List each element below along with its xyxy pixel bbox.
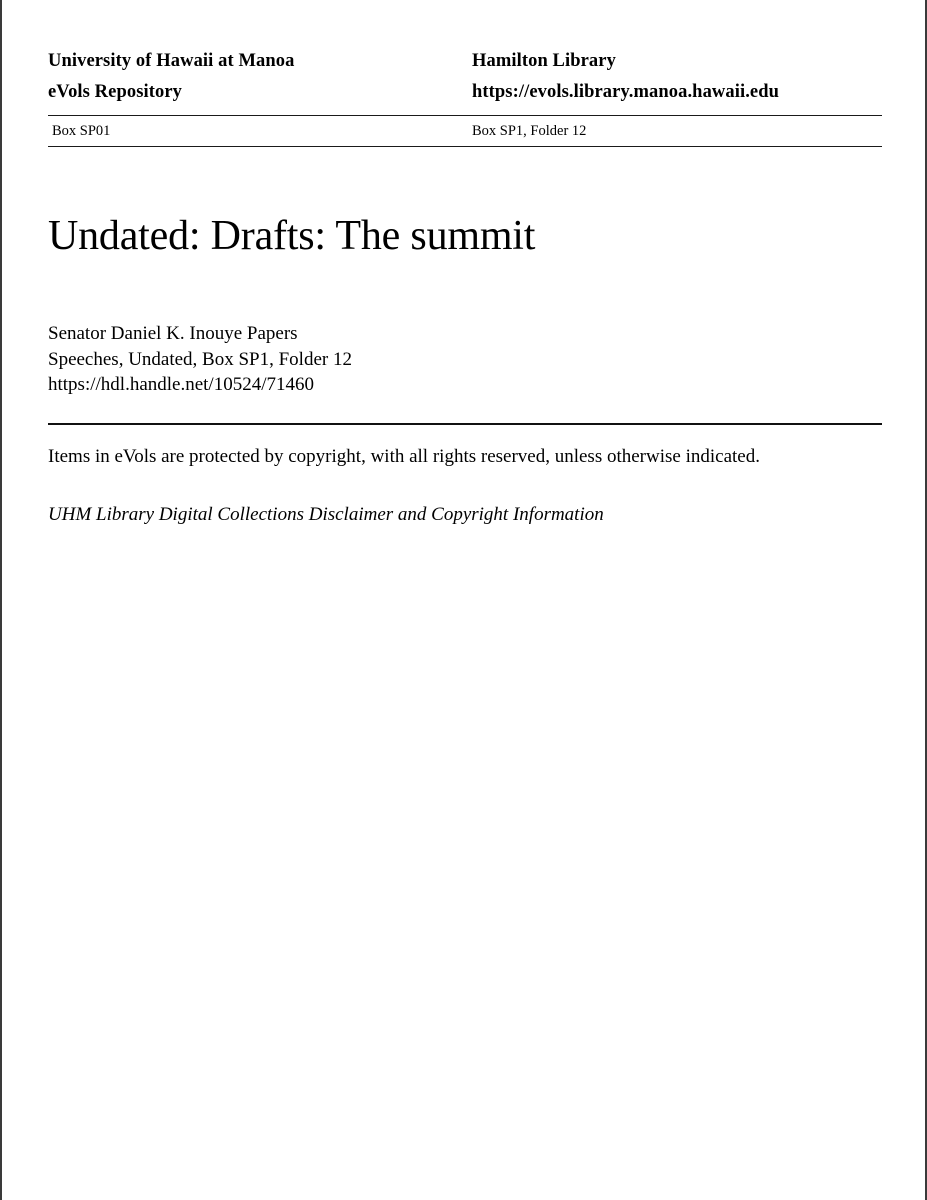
header-row-secondary bbox=[48, 77, 882, 107]
citation-handle-link[interactable]: https://hdl.handle.net/10524/71460 bbox=[48, 374, 314, 395]
disclaimer-link[interactable]: UHM Library Digital Collections Disclaimer and Copyright Information bbox=[48, 503, 604, 525]
citation-series: Speeches, Undated, Box SP1, Folder 12 bbox=[48, 348, 352, 370]
repository-name: eVols Repository bbox=[48, 82, 183, 102]
page-content bbox=[48, 0, 882, 527]
rights-statement: Items in eVols are protected by copyright, with all rights reserved, unless otherwise indicated. bbox=[48, 445, 760, 467]
box-identifier-right: Box SP1, Folder 12 bbox=[472, 123, 587, 139]
repository-url[interactable]: https://evols.library.manoa.hawaii.edu bbox=[472, 82, 780, 102]
citation-collection: Senator Daniel K. Inouye Papers bbox=[48, 323, 298, 344]
citation-block bbox=[48, 261, 882, 398]
library-name: Hamilton Library bbox=[472, 51, 616, 71]
institution-name: University of Hawaii at Manoa bbox=[48, 51, 295, 71]
header-meta-row bbox=[48, 116, 882, 146]
document-header bbox=[48, 0, 882, 147]
header-row-primary bbox=[48, 46, 882, 76]
header-divider-bottom bbox=[48, 146, 882, 147]
page-title: Undated: Drafts: The summit bbox=[48, 213, 536, 259]
box-identifier-left: Box SP01 bbox=[52, 123, 111, 139]
